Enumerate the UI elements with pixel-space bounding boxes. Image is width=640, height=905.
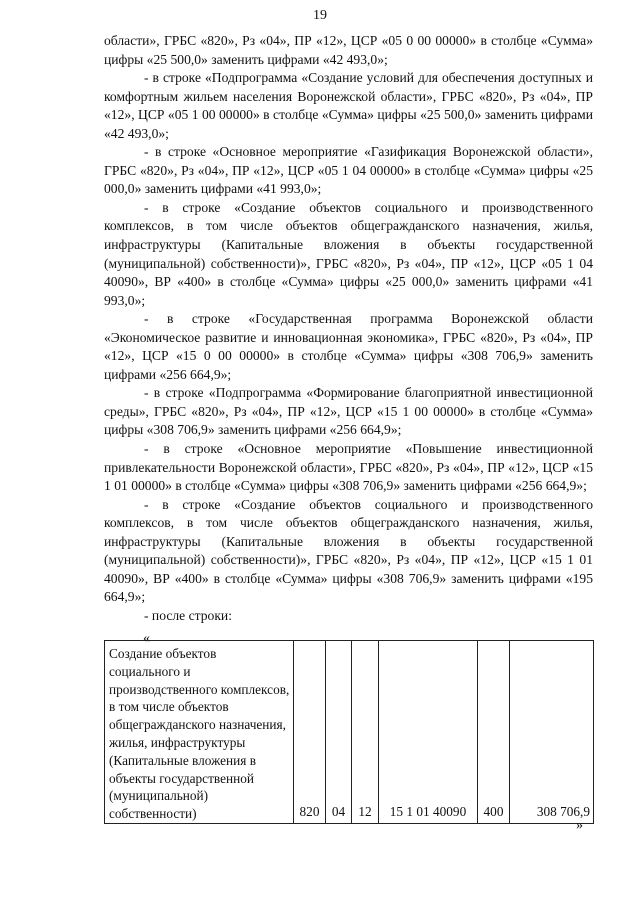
closing-quote: » [576, 818, 583, 833]
paragraph: - в строке «Подпрограмма «Создание условий для обеспечения доступных и комфортным жильем населения Воронежской области», ГРБС «820», Рз «04», ПР «12», ЦСР «05 1 00 00000» в столбце «Сумма» цифры «25 500,0» заменить цифрами «42 493,0»; [104, 70, 593, 141]
pr-cell: 12 [352, 641, 379, 824]
csr-cell: 15 1 01 40090 [379, 641, 478, 824]
budget-table [104, 640, 594, 824]
opening-quote: « [143, 631, 150, 646]
paragraph: - в строке «Создание объектов социального и производственного комплексов, в том числе объектов общегражданского назначения, жилья, инфраструктуры (Капитальные вложения в объекты государственной (муниципальной) собственности)», ГРБС «820», Рз «04», ПР «12», ЦСР «15 1 01 40090», ВР «400» в столбце «Сумма» цифры «308 706,9» заменить цифрами «195 664,9»; [104, 496, 593, 605]
paragraph: - в строке «Основное мероприятие «Газификация Воронежской области», ГРБС «820», Рз «04», ПР «12», ЦСР «05 1 04 00000» в столбце «Сумма» цифры «25 000,0» заменить цифрами «41 993,0»; [104, 144, 593, 197]
paragraph: - в строке «Основное мероприятие «Повышение инвестиционной привлекательности Воронежской области», ГРБС «820», Рз «04», ПР «12», ЦСР «15 1 01 00000» в столбце «Сумма» цифры «308 706,9» заменить цифрами «256 664,9»; [104, 441, 593, 494]
table-row [105, 641, 594, 824]
paragraph: - в строке «Создание объектов социального и производственного комплексов, в том числе объектов общегражданского назначения, жилья, инфраструктуры (Капитальные вложения в объекты государственной (муниципальной) собственности)», ГРБС «820», Рз «04», ПР «12», ЦСР «05 1 04 40090», ВР «400» в столбце «Сумма» цифры «25 000,0» заменить цифрами «41 993,0»; [104, 199, 593, 308]
grbs-cell: 820 [294, 641, 326, 824]
body-text [104, 32, 593, 626]
paragraph: - в строке «Государственная программа Воронежской области «Экономическое развитие и инновационная экономика», ГРБС «820», Рз «04», ПР «12», ЦСР «15 0 00 00000» в столбце «Сумма» цифры «308 706,9» заменить цифрами «256 664,9»; [104, 311, 593, 382]
paragraph: области», ГРБС «820», Рз «04», ПР «12», ЦСР «05 0 00 00000» в столбце «Сумма» цифры «25 500,0» заменить цифрами «42 493,0»; [104, 33, 593, 67]
paragraph: - после строки: [144, 607, 232, 623]
page-number: 19 [313, 8, 327, 23]
sum-cell: 308 706,9 [510, 641, 594, 824]
rz-cell: 04 [326, 641, 352, 824]
vr-cell: 400 [478, 641, 510, 824]
row-name-cell: Создание объектов социального и производственного комплексов, в том числе объектов общегражданского назначения, жилья, инфраструктуры (Капитальные вложения в объекты государственной (муниципальной) собственности) [105, 641, 294, 824]
paragraph: - в строке «Подпрограмма «Формирование благоприятной инвестиционной среды», ГРБС «820», Рз «04», ПР «12», ЦСР «15 1 00 00000» в столбце «Сумма» цифры «308 706,9» заменить цифрами «256 664,9»; [104, 385, 593, 438]
